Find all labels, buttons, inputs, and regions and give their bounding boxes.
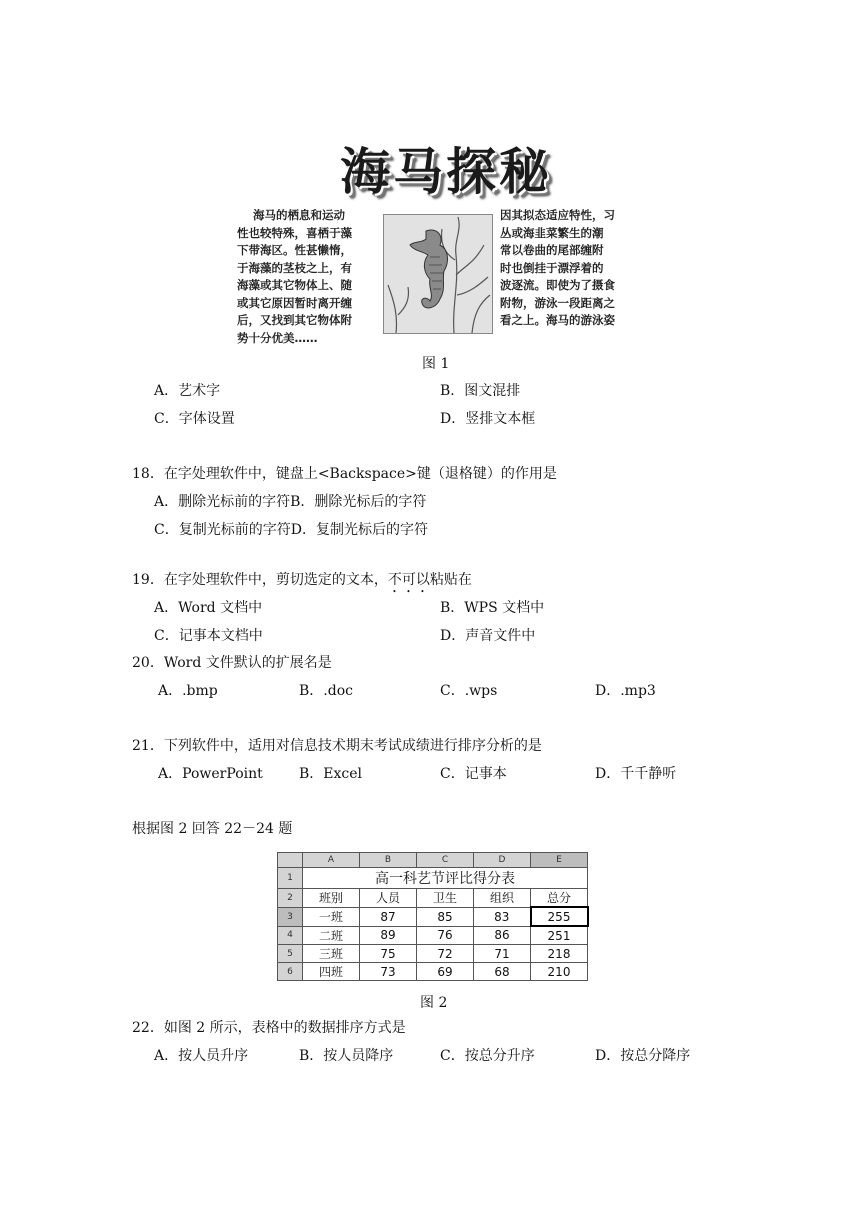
q19-text	[132, 571, 472, 596]
row-header: 5	[278, 945, 303, 963]
q19-option-c: C．记事本文档中	[154, 628, 263, 644]
column-header: D	[474, 853, 531, 868]
table-cell: 89	[360, 926, 417, 945]
q21-option-b: B．Excel	[299, 766, 363, 782]
q20-option-c: C．.wps	[440, 683, 498, 699]
table-cell: 四班	[303, 963, 360, 981]
q19-text-emphasis: 不可以	[387, 572, 430, 588]
table-cell: 三班	[303, 945, 360, 963]
q18-option-cd	[154, 521, 428, 539]
table-cell: 87	[360, 907, 417, 926]
spreadsheet-figure	[277, 852, 589, 981]
table-cell: 71	[474, 945, 531, 963]
sheet-title: 高一科艺节评比得分表	[303, 868, 588, 889]
figure2-caption: 图 2	[420, 995, 448, 1011]
column-header: B	[360, 853, 417, 868]
table-cell: 一班	[303, 907, 360, 926]
q20-option-d: D．.mp3	[595, 683, 656, 699]
q19-text-after: 粘贴在	[429, 572, 472, 588]
q19-text-before: 19．在字处理软件中，剪切选定的文本，	[132, 572, 388, 588]
q19-option-b: B．WPS 文档中	[440, 600, 545, 616]
table-cell: 68	[474, 963, 531, 981]
q20-option-b: B．.doc	[299, 683, 353, 699]
q18-option-c: C．复制光标前的字符	[154, 522, 291, 538]
q22-option-d: D．按总分降序	[595, 1048, 691, 1064]
header-cell: 卫生	[417, 889, 474, 908]
q21-option-c: C．记事本	[440, 766, 507, 782]
table-cell: 75	[360, 945, 417, 963]
q17-option-d: D．竖排文本框	[440, 411, 536, 427]
figure1-right-text: 因其拟态适应特性，习 丛或海韭菜繁生的潮 常以卷曲的尾部缠附 时也倒挂于漂浮着的 波逐流。即使为了摄食 附物，游泳一段距离之 看之上。海马的游泳姿	[500, 208, 615, 327]
q20-option-a: A．.bmp	[158, 683, 218, 699]
q18-option-b: B．删除光标后的字符	[290, 494, 427, 510]
table-cell: 85	[417, 907, 474, 926]
q17-option-a: A．艺术字	[154, 383, 221, 399]
row-header: 6	[278, 963, 303, 981]
table-cell: 251	[531, 926, 588, 945]
table-row	[278, 963, 588, 981]
figure1-left-text: 海马的栖息和运动 性也较特殊，喜栖于藻 下带海区。性甚懒惰， 于海藻的茎枝之上，有 海藻或其它物体上、随 或其它原因暂时离开缠 后，又找到其它物体附 势十分优美……	[237, 208, 352, 345]
header-cell: 班别	[303, 889, 360, 908]
q18-option-d: D．复制光标后的字符	[290, 522, 428, 538]
q18-text: 18．在字处理软件中，键盘上<Backspace>键（退格键）的作用是	[132, 466, 557, 482]
seahorse-image	[383, 214, 493, 334]
table-cell: 210	[531, 963, 588, 981]
table-cell: 69	[417, 963, 474, 981]
word-art-title: 海马探秘	[340, 143, 552, 201]
table-row	[278, 945, 588, 963]
column-header: C	[417, 853, 474, 868]
header-cell: 总分	[531, 889, 588, 908]
table-row	[278, 907, 588, 926]
q21-option-d: D．千千静听	[595, 766, 677, 782]
q20-text: 20．Word 文件默认的扩展名是	[132, 655, 332, 671]
row-header: 3	[278, 907, 303, 926]
q21-text: 21．下列软件中，适用对信息技术期末考试成绩进行排序分析的是	[132, 738, 542, 754]
table-cell: 83	[474, 907, 531, 926]
q22-text: 22．如图 2 所示，表格中的数据排序方式是	[132, 1020, 406, 1036]
row-header: 2	[278, 889, 303, 908]
header-cell: 人员	[360, 889, 417, 908]
table-cell: 86	[474, 926, 531, 945]
corner-cell	[278, 853, 303, 868]
table-cell: 76	[417, 926, 474, 945]
q22-option-c: C．按总分升序	[440, 1048, 535, 1064]
table-cell: 73	[360, 963, 417, 981]
active-cell: 255	[531, 907, 588, 926]
figure1-caption: 图 1	[422, 356, 450, 372]
q19-option-d: D．声音文件中	[440, 628, 536, 644]
row-header: 1	[278, 868, 303, 889]
header-cell: 组织	[474, 889, 531, 908]
column-header: E	[531, 853, 588, 868]
q19-option-a: A．Word 文档中	[154, 600, 263, 616]
column-header: A	[303, 853, 360, 868]
q21-option-a: A．PowerPoint	[158, 766, 263, 782]
q22-option-a: A．按人员升序	[154, 1048, 249, 1064]
q17-option-c: C．字体设置	[154, 411, 235, 427]
q18-option-ab	[154, 493, 426, 511]
q22-option-b: B．按人员降序	[299, 1048, 394, 1064]
table-cell: 72	[417, 945, 474, 963]
q18-option-a: A．删除光标前的字符	[154, 494, 291, 510]
figure2-intro: 根据图 2 回答 22－24 题	[132, 821, 293, 837]
table-cell: 二班	[303, 926, 360, 945]
table-row	[278, 926, 588, 945]
q17-option-b: B．图文混排	[440, 383, 521, 399]
table-cell: 218	[531, 945, 588, 963]
row-header: 4	[278, 926, 303, 945]
